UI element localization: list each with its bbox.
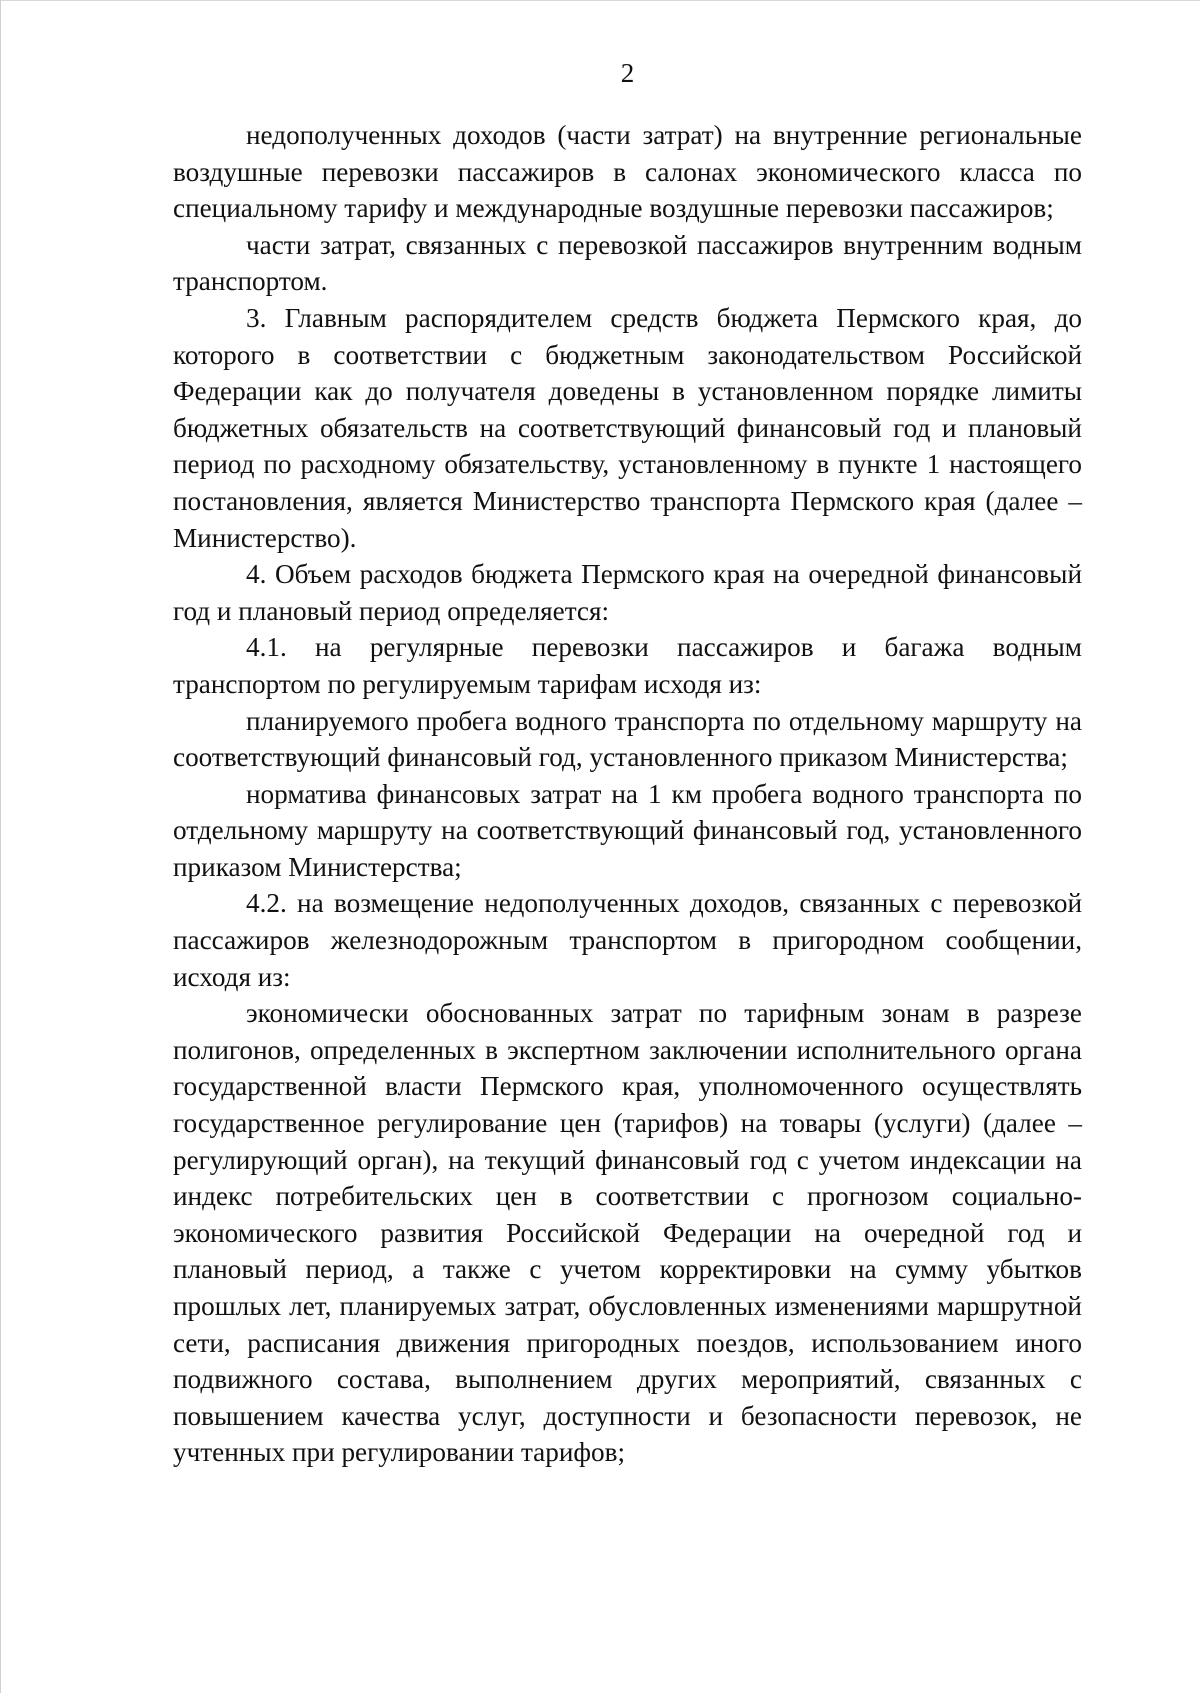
paragraph-3-main-administrator: 3. Главным распорядителем средств бюджета Пермского края, до которого в соответствии с бюджетным законодательством Российской Федерации как до получателя доведены в установленном порядке лимиты бюджетных обязательств на соответствующий финансовый год и плановый период по расходному обязательству, установленному в пункте 1 настоящего постановления, является Министерство транспорта Пермского края (далее – Министерство). xyxy=(173,302,1082,553)
paragraph-4-2-railway-transport: 4.2. на возмещение недополученных доходов, связанных с перевозкой пассажиров железнодорожным транспортом в пригородном сообщении, исходя из: xyxy=(173,888,1082,992)
paragraph-water-transport-costs: части затрат, связанных с перевозкой пассажиров внутренним водным транспортом. xyxy=(173,229,1082,297)
paragraph-4-1-water-transport: 4.1. на регулярные перевозки пассажиров и багажа водным транспортом по регулируемым тарифам исходя из: xyxy=(173,632,1082,699)
paragraph-economic-costs: экономически обоснованных затрат по тарифным зонам в разрезе полигонов, определенных в экспертном заключении исполнительного органа государственной власти Пермского края, уполномоченного осуществлять государственное регулирование цен (тарифов) на товары (услуги) (далее – регулирующий орган), на текущий финансовый год с учетом индексации на индекс потребительских цен в соответствии с прогнозом социально-экономического развития Российской Федерации на очередной год и плановый период, а также с учетом корректировки на сумму убытков прошлых лет, планируемых затрат, обусловленных изменениями маршрутной сети, расписания движения пригородных поездов, использованием иного подвижного состава, выполнением других мероприятий, связанных с повышением качества услуг, доступности и безопасности перевозок, не учтенных при регулировании тарифов; xyxy=(173,998,1082,1468)
paragraph-4-budget-volume: 4. Объем расходов бюджета Пермского края на очередной финансовый год и плановый период определяется: xyxy=(173,559,1082,626)
paragraph-cost-norm: норматива финансовых затрат на 1 км пробега водного транспорта по отдельному маршруту на соответствующий финансовый год, установленного приказом Министерства; xyxy=(173,778,1082,882)
scan-edge-left xyxy=(0,0,1,1693)
paragraph-airfare-subsidy: недополученных доходов (части затрат) на внутренние региональные воздушные перевозки пассажиров в салонах экономического класса по специальному тарифу и международные воздушные перевозки пассажиров; xyxy=(173,120,1082,224)
paragraph-planned-mileage: планируемого пробега водного транспорта по отдельному маршруту на соответствующий финансовый год, установленного приказом Министерства; xyxy=(173,705,1082,773)
page-number: 2 xyxy=(620,58,635,88)
scan-edge-top xyxy=(0,0,1200,1)
document-body xyxy=(173,117,1082,1471)
